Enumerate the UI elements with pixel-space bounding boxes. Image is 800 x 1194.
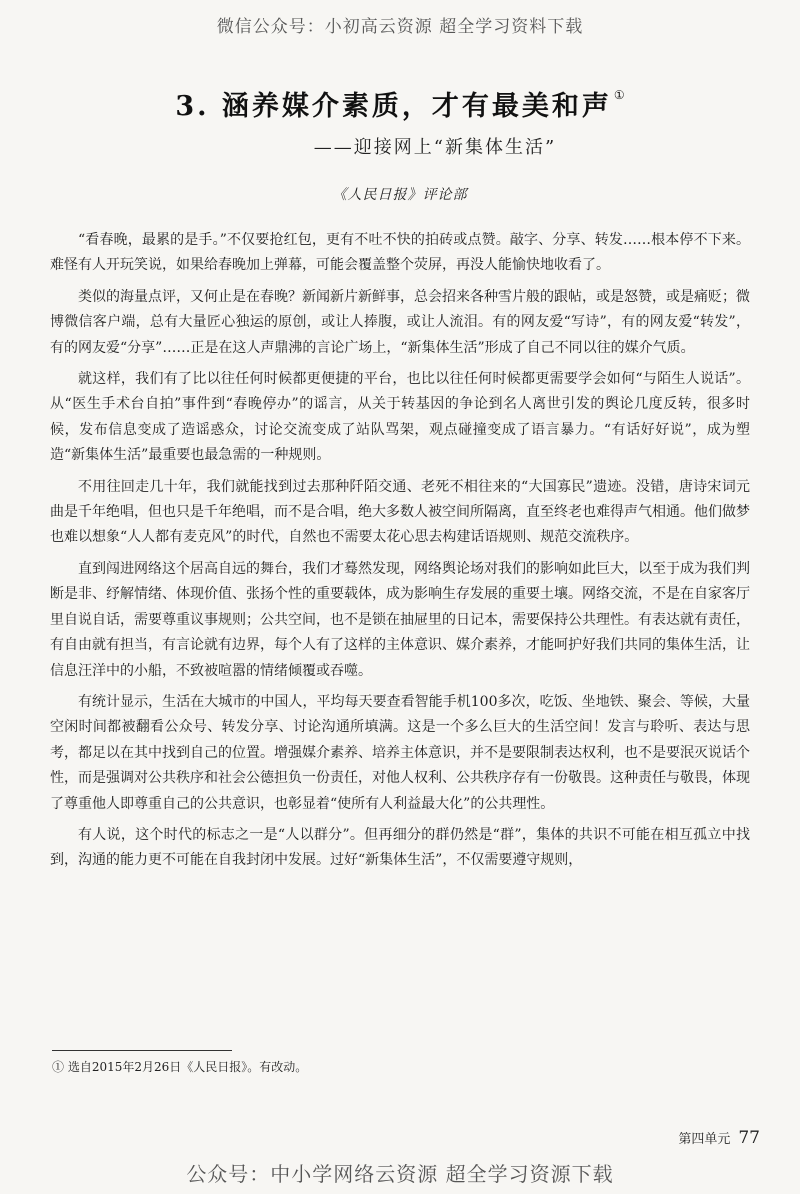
page-footer bbox=[560, 1128, 760, 1148]
paragraph: 有统计显示，生活在大城市的中国人，平均每天要查看智能手机100多次，吃饭、坐地铁、聚会、等候，大量空闲时间都被翻看公众号、转发分享、讨论沟通所填满。这是一个多么巨大的生活空间！发言与聆听、表达与思考，都足以在其中找到自己的位置。增强媒介素养、培养主体意识，并不是要限制表达权利，也不是要泯灭说话个性，而是强调对公共秩序和社会公德担负一份责任，对他人权利、公共秩序存有一份敬畏。这种责任与敬畏，体现了尊重他人即尊重自己的公共意识，也彰显着“使所有人利益最大化”的公共理性。 bbox=[50, 693, 750, 812]
paragraph: 有人说，这个时代的标志之一是“人以群分”。但再细分的群仍然是“群”，集体的共识不可能在相互孤立中找到，沟通的能力更不可能在自我封闭中发展。过好“新集体生活”，不仅需要遵守规则， bbox=[50, 826, 750, 869]
paragraph: 类似的海量点评，又何止是在春晚？新闻新片新鲜事，总会招来各种雪片般的跟帖，或是怒赞，或是痛贬；微博微信客户端，总有大量匠心独运的原创，或让人捧腹，或让人流泪。有的网友爱“写诗”，有的网友爱“转发”，有的网友爱“分享”……正是在这人声鼎沸的言论广场上，“新集体生活”形成了自己不同以往的媒介气质。 bbox=[50, 288, 750, 356]
unit-label: 第四单元 bbox=[678, 1132, 731, 1147]
paragraph: 就这样，我们有了比以往任何时候都更便捷的平台，也比以往任何时候都更需要学会如何“与陌生人说话”。从“医生手术台自拍”事件到“春晚停办”的谣言，从关于转基因的争论到名人离世引发的舆论几度反转，很多时候，发布信息变成了造谣惑众，讨论交流变成了站队骂架，观点碰撞变成了语言暴力。“有话好好说”，成为塑造“新集体生活”最重要也最急需的一种规则。 bbox=[50, 371, 750, 464]
byline: 《人民日报》评论部 bbox=[332, 187, 468, 203]
paragraph: 直到闯进网络这个居高自远的舞台，我们才蓦然发现，网络舆论场对我们的影响如此巨大，以至于成为我们判断是非、纾解情绪、体现价值、张扬个性的重要载体，成为影响生存发展的重要土壤。网络交流，不是在自家客厅里自说自话，需要尊重议事规则；公共空间，也不是锁在抽屉里的日记本，需要保持公共理性。有表达就有责任，有自由就有担当，有言论就有边界，每个人有了这样的主体意识、媒介素养，才能呵护好我们共同的集体生活，让信息汪洋中的小船，不致被喧嚣的情绪倾覆或吞噬。 bbox=[50, 560, 750, 679]
paragraph: “看春晚，最累的是手。”不仅要抢红包，更有不吐不快的拍砖或点赞。敲字、分享、转发……根本停不下来。难怪有人开玩笑说，如果给春晚加上弹幕，可能会覆盖整个荧屏，再没人能愉快地收看了。 bbox=[50, 232, 750, 274]
title-block bbox=[0, 84, 800, 159]
article-body bbox=[50, 228, 750, 880]
footnote: ① 选自2015年2月26日《人民日报》。有改动。 bbox=[52, 1060, 308, 1074]
footnote-divider bbox=[52, 1050, 232, 1051]
article-title bbox=[175, 84, 624, 123]
footer-watermark: 公众号：中小学网络云资源 超全学习资源下载 bbox=[186, 1162, 614, 1186]
article-subtitle: ——迎接网上“新集体生活” bbox=[313, 137, 557, 158]
footnote-marker: ① bbox=[613, 88, 625, 102]
header-watermark: 微信公众号：小初高云资源 超全学习资料下载 bbox=[216, 17, 584, 37]
paragraph: 不用往回走几十年，我们就能找到过去那种阡陌交通、老死不相往来的“大国寡民”遗迹。没错，唐诗宋词元曲是千年绝唱，但也只是千年绝唱，而不是合唱，绝大多数人被空间所隔离，直至终老也难得声气相通。他们做梦也难以想象“人人都有麦克风”的时代，自然也不需要太花心思去构建话语规则、规范交流秩序。 bbox=[50, 478, 750, 546]
article-title-text: 3. 涵养媒介素质，才有最美和声 bbox=[175, 91, 612, 122]
page-number: 77 bbox=[738, 1128, 760, 1148]
